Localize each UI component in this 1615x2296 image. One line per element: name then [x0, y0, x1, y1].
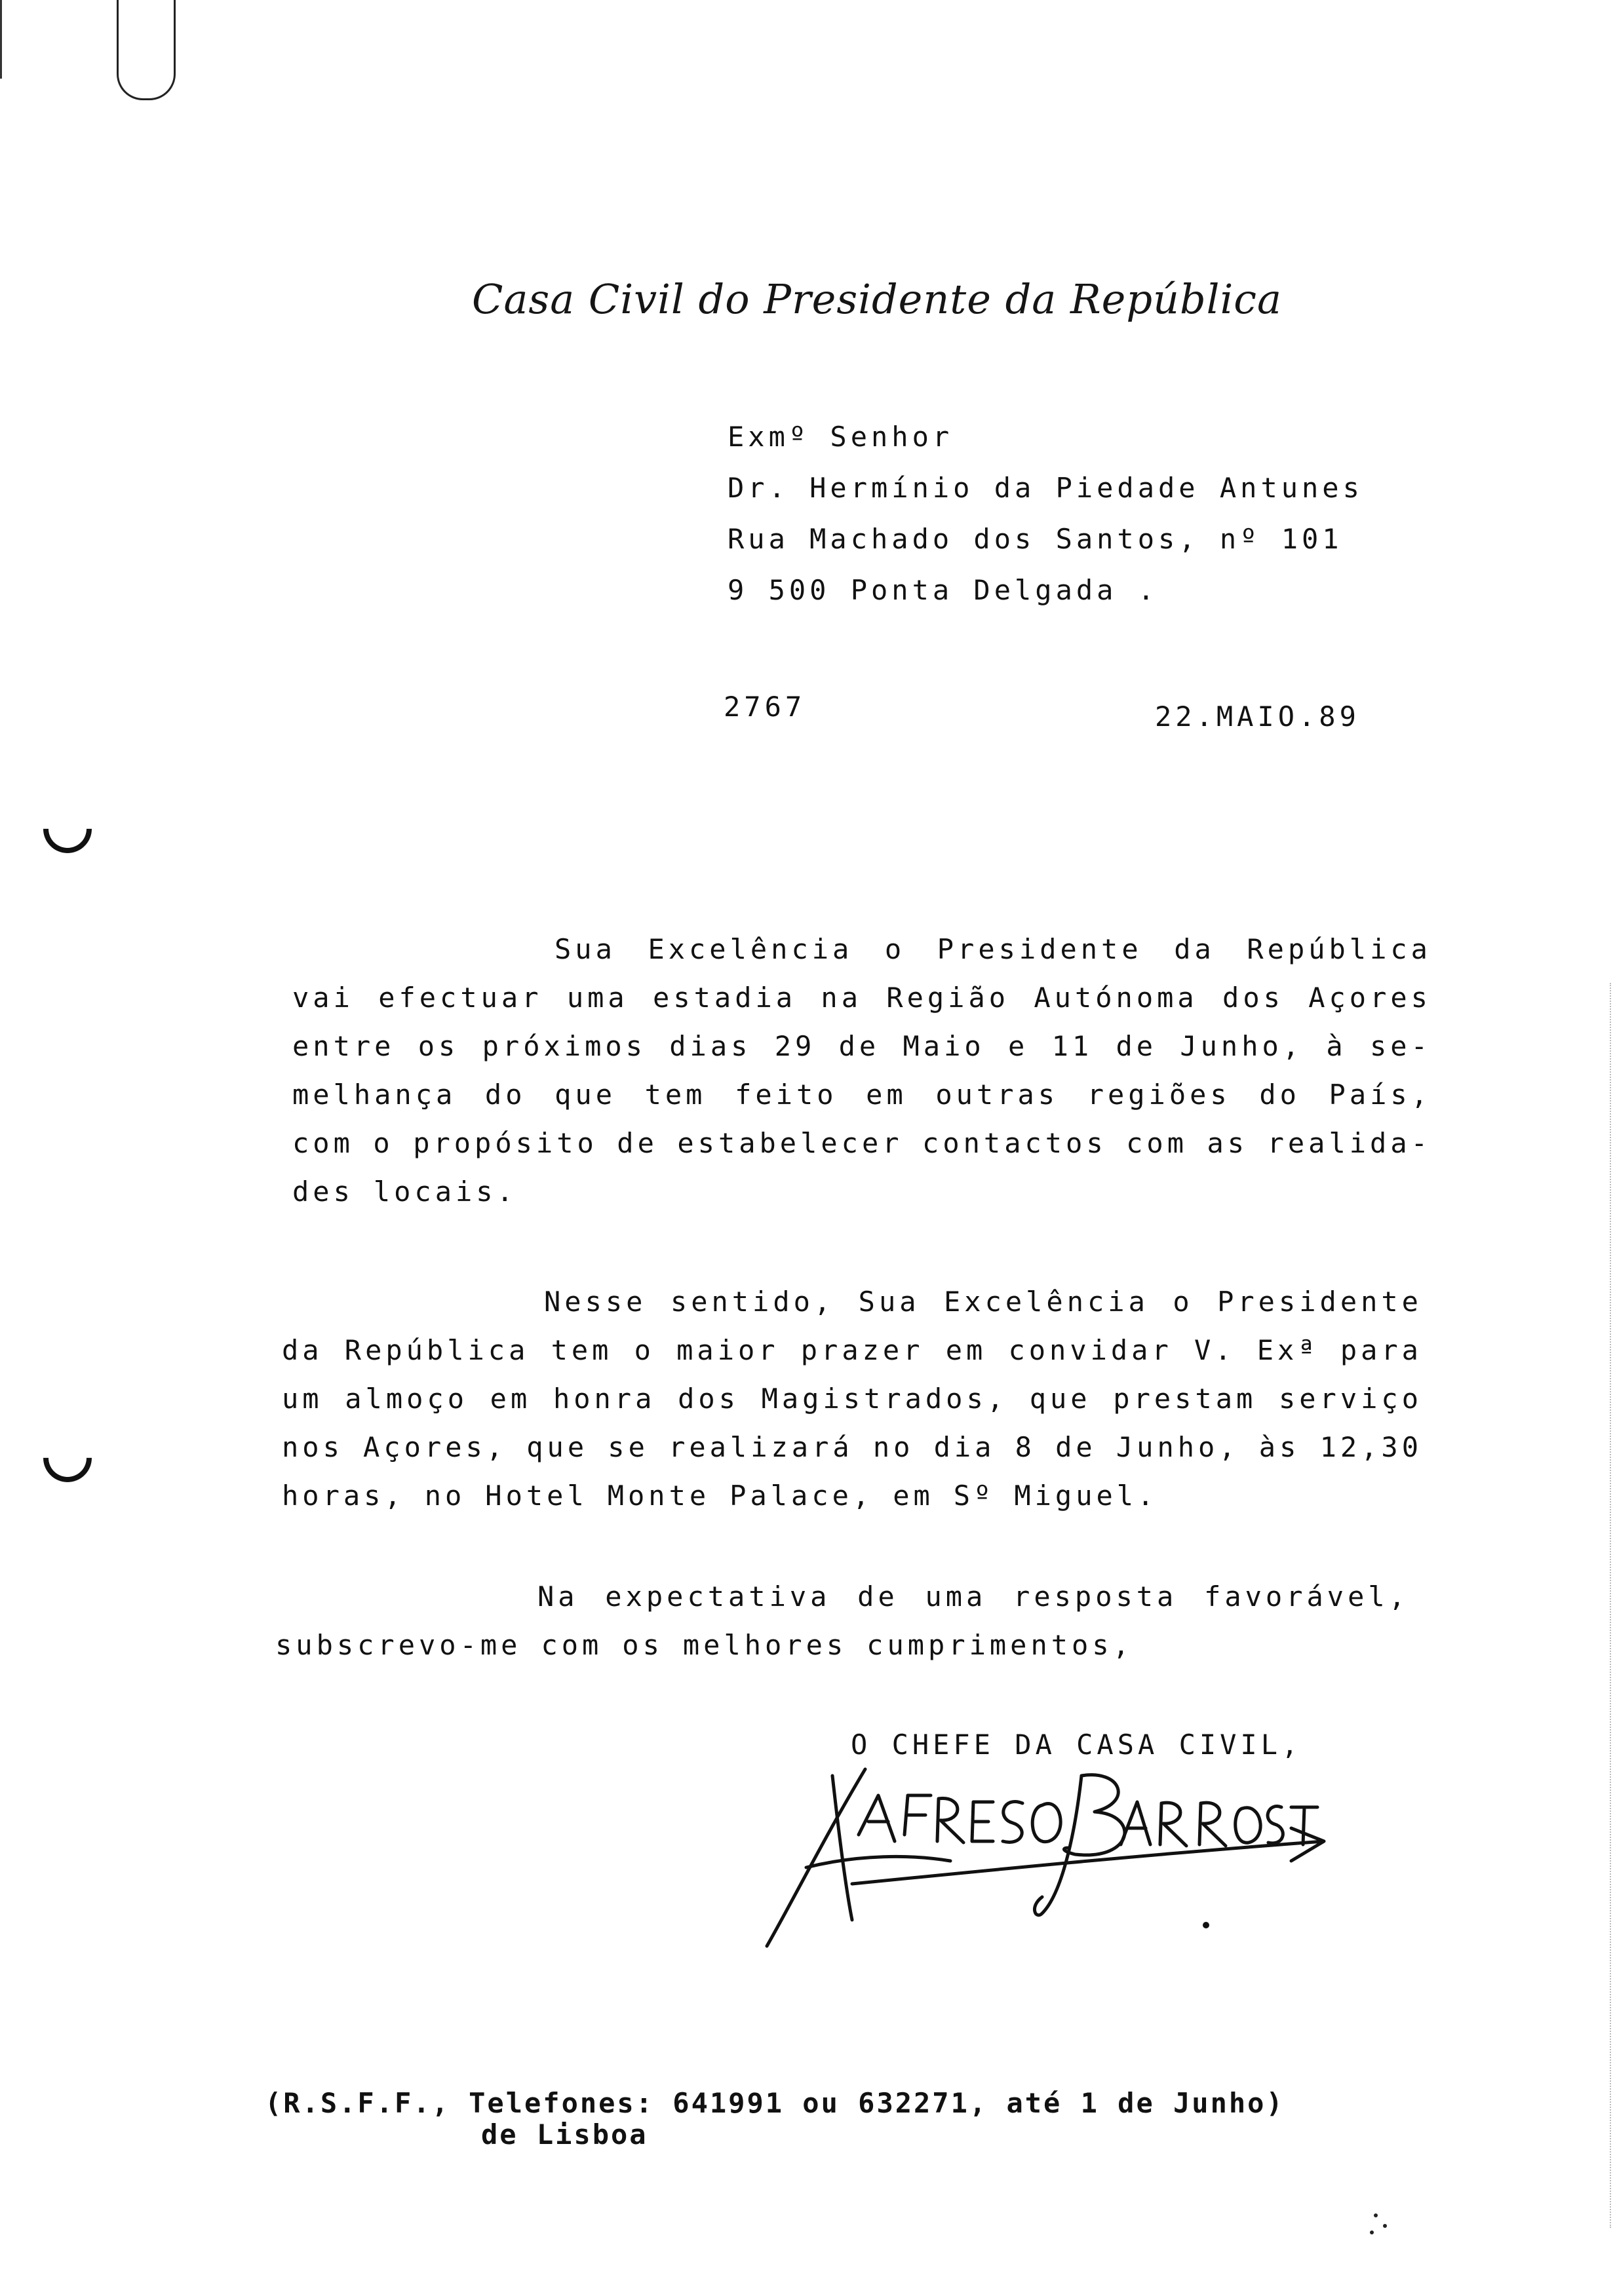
- paragraph-word: República: [1247, 933, 1431, 965]
- paragraph-word: para: [1340, 1334, 1422, 1366]
- paragraph-word: com: [292, 1127, 354, 1159]
- recipient-street: Rua Machado dos Santos, nº 101: [728, 523, 1343, 555]
- paragraph-word: vai: [292, 982, 354, 1014]
- paragraph-word: prazer: [800, 1334, 924, 1366]
- paragraph-line: [275, 1573, 1409, 1621]
- paragraph-word: Açores: [1308, 982, 1431, 1014]
- paragraph-word: que: [1029, 1383, 1091, 1415]
- paragraph-word: se-: [1370, 1030, 1431, 1062]
- recipient-address: [728, 411, 1363, 616]
- footer-line-1: (R.S.F.F., Telefones: 641991 ou 632271, até 1 de Junho): [265, 2087, 1285, 2119]
- paragraph-word: de: [838, 1030, 880, 1062]
- body-paragraph-3: [275, 1573, 1409, 1670]
- paragraph-word: o: [373, 1127, 394, 1159]
- paragraph-word: no: [424, 1480, 466, 1512]
- paragraph-word: Nesse: [544, 1286, 647, 1318]
- paragraph-word: Exª: [1256, 1334, 1319, 1366]
- paragraph-word: em: [866, 1079, 907, 1111]
- paragraph-word: Magistrados,: [761, 1383, 1008, 1415]
- scan-edge-line: [0, 0, 2, 79]
- paragraph-word: que: [555, 1079, 616, 1111]
- paragraph-word: as: [1207, 1127, 1249, 1159]
- paragraph-word: estadia: [653, 982, 797, 1014]
- paragraph-word: da: [1174, 933, 1215, 965]
- paragraph-word: des: [292, 1176, 354, 1208]
- paragraph-word: um: [282, 1383, 323, 1415]
- paragraph-word: Junho,: [1180, 1030, 1304, 1062]
- punch-hole-mark: [33, 795, 102, 864]
- paragraph-word: Autónoma: [1034, 982, 1198, 1014]
- paragraph-word: Junho,: [1116, 1431, 1239, 1463]
- paragraph-word: dos: [678, 1383, 739, 1415]
- paragraph-word: Presidente: [1217, 1286, 1422, 1318]
- paragraph-word: uma: [925, 1580, 987, 1613]
- paragraph-word: realizará: [669, 1431, 853, 1463]
- paragraph-word: em: [490, 1383, 532, 1415]
- paragraph-word: serviço: [1278, 1383, 1422, 1415]
- paragraph-word: às: [1258, 1431, 1300, 1463]
- paragraph-word: os: [418, 1030, 459, 1062]
- paragraph-line: [292, 925, 1431, 974]
- paragraph-word: de: [857, 1580, 899, 1613]
- paragraph-line: [292, 1168, 1431, 1216]
- paragraph-line: [282, 1375, 1422, 1423]
- paragraph-word: 11: [1051, 1030, 1093, 1062]
- paragraph-word: honra: [553, 1383, 656, 1415]
- paragraph-word: horas,: [282, 1480, 405, 1512]
- body-paragraph-1: [292, 925, 1431, 1216]
- paragraph-word: da: [282, 1334, 323, 1366]
- paragraph-word: convidar: [1008, 1334, 1173, 1366]
- letterhead: Casa Civil do Presidente da República: [472, 275, 1282, 323]
- paragraph-word: se: [608, 1431, 649, 1463]
- punch-hole-mark: [33, 1424, 102, 1493]
- paragraph-word: estabelecer: [677, 1127, 903, 1159]
- paragraph-word: em: [945, 1334, 987, 1366]
- scan-speck: [1370, 2230, 1374, 2234]
- paragraph-word: Hotel: [485, 1480, 588, 1512]
- paragraph-word: almoço: [345, 1383, 468, 1415]
- paragraph-word: propósito: [413, 1127, 598, 1159]
- signatory-title: O CHEFE DA CASA CIVIL,: [851, 1729, 1302, 1761]
- paragraph-line: [282, 1423, 1422, 1472]
- recipient-city: 9 500 Ponta Delgada .: [728, 574, 1159, 606]
- paragraph-word: o: [884, 933, 906, 965]
- paragraph-word: efectuar: [378, 982, 543, 1014]
- letter-date: 22.MAIO.89: [1155, 700, 1360, 733]
- paragraph-word: Sº: [953, 1480, 995, 1512]
- paragraph-word: contactos: [922, 1127, 1107, 1159]
- paragraph-word: com: [1126, 1127, 1188, 1159]
- paragraph-word: 8: [1015, 1431, 1036, 1463]
- paragraph-word: feito: [735, 1079, 838, 1111]
- paragraph-word: com: [541, 1629, 603, 1661]
- paragraph-word: sentido,: [670, 1286, 835, 1318]
- paragraph-word: à: [1326, 1030, 1347, 1062]
- paragraph-word: Sua: [555, 933, 616, 965]
- handwritten-signature: [754, 1756, 1331, 1953]
- paragraph-word: de: [1116, 1030, 1158, 1062]
- paragraph-word: Presidente: [937, 933, 1142, 965]
- paragraph-word: País,: [1329, 1079, 1431, 1111]
- paragraph-word: em: [893, 1480, 934, 1512]
- reference-number: 2767: [724, 691, 806, 723]
- footer-line-2: de Lisboa: [481, 2118, 648, 2151]
- binder-clip-mark: [117, 0, 176, 100]
- scan-speck: [1383, 2224, 1387, 2228]
- scan-speck: [1374, 2213, 1378, 2217]
- paragraph-word: Maio: [903, 1030, 985, 1062]
- scan-edge-dots: [1608, 983, 1611, 2228]
- paragraph-word: os: [622, 1629, 663, 1661]
- recipient-salutation: Exmº Senhor: [728, 421, 954, 453]
- paragraph-word: Miguel.: [1014, 1480, 1158, 1512]
- paragraph-word: o: [634, 1334, 655, 1366]
- paragraph-word: expectativa: [605, 1580, 831, 1613]
- paragraph-word: realida-: [1267, 1127, 1431, 1159]
- paragraph-line: [282, 1278, 1422, 1326]
- paragraph-word: dia: [933, 1431, 996, 1463]
- paragraph-word: no: [872, 1431, 914, 1463]
- paragraph-line: [292, 1119, 1431, 1168]
- paragraph-word: Palace,: [730, 1480, 874, 1512]
- paragraph-line: [282, 1326, 1422, 1375]
- paragraph-word: subscrevo-me: [275, 1629, 522, 1661]
- paragraph-word: entre: [292, 1030, 395, 1062]
- paragraph-word: melhança: [292, 1079, 457, 1111]
- paragraph-word: de: [617, 1127, 658, 1159]
- paragraph-word: resposta: [1013, 1580, 1178, 1613]
- paragraph-word: o: [1173, 1286, 1194, 1318]
- paragraph-word: Excelência: [648, 933, 853, 965]
- paragraph-word: 12,30: [1319, 1431, 1422, 1463]
- footer-note: [265, 2088, 1285, 2151]
- paragraph-word: de: [1055, 1431, 1097, 1463]
- paragraph-word: tem: [551, 1334, 613, 1366]
- paragraph-word: favorável,: [1204, 1580, 1409, 1613]
- paragraph-word: maior: [676, 1334, 779, 1366]
- paragraph-word: Na: [537, 1580, 579, 1613]
- paragraph-line: [282, 1472, 1422, 1520]
- paragraph-line: [275, 1621, 1409, 1670]
- paragraph-word: Excelência: [944, 1286, 1149, 1318]
- paragraph-word: do: [1259, 1079, 1300, 1111]
- paragraph-word: na: [821, 982, 862, 1014]
- paragraph-word: regiões: [1087, 1079, 1231, 1111]
- paragraph-word: uma: [566, 982, 629, 1014]
- paragraph-word: Açores,: [363, 1431, 507, 1463]
- paragraph-line: [292, 974, 1431, 1022]
- paragraph-word: cumprimentos,: [866, 1629, 1133, 1661]
- paragraph-word: e: [1007, 1030, 1029, 1062]
- paragraph-word: prestam: [1113, 1383, 1257, 1415]
- paragraph-word: próximos: [482, 1030, 646, 1062]
- paragraph-word: 29: [774, 1030, 816, 1062]
- paragraph-word: tem: [644, 1079, 707, 1111]
- paragraph-line: [292, 1071, 1431, 1119]
- paragraph-word: República: [344, 1334, 530, 1366]
- paragraph-word: locais.: [373, 1176, 517, 1208]
- paragraph-word: do: [484, 1079, 526, 1111]
- recipient-name: Dr. Hermínio da Piedade Antunes: [728, 472, 1363, 504]
- paragraph-word: Região: [886, 982, 1010, 1014]
- paragraph-word: Monte: [607, 1480, 710, 1512]
- paragraph-word: dos: [1222, 982, 1284, 1014]
- paragraph-word: V.: [1194, 1334, 1236, 1366]
- paragraph-word: outras: [935, 1079, 1059, 1111]
- paragraph-word: que: [526, 1431, 589, 1463]
- paragraph-line: [292, 1022, 1431, 1071]
- paragraph-word: dias: [669, 1030, 752, 1062]
- paragraph-word: melhores: [682, 1629, 847, 1661]
- paragraph-word: nos: [282, 1431, 343, 1463]
- paragraph-word: Sua: [858, 1286, 920, 1318]
- body-paragraph-2: [282, 1278, 1422, 1520]
